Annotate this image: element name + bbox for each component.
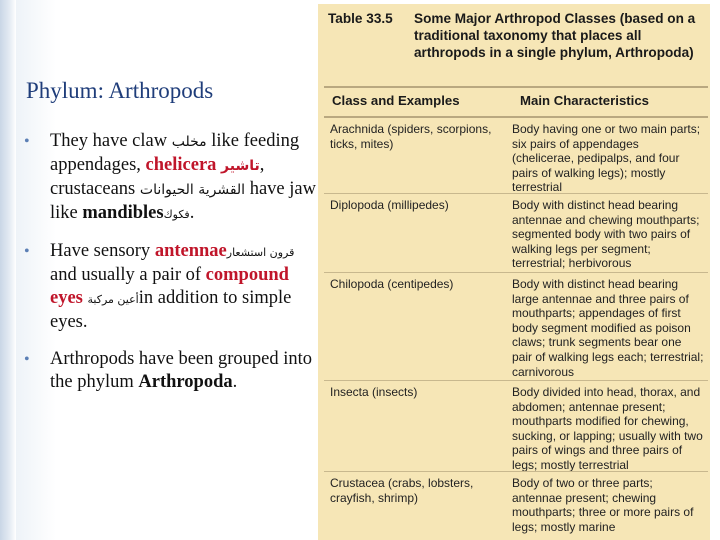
arabic-gloss: أعين مركبة [87,293,139,306]
arabic-gloss: فكوك [163,208,190,221]
table-header-rule [324,116,708,118]
characteristics-cell: Body with distinct head bearing antennae and chewing mouthparts; segmented body with two pairs of walking legs per segment; terrestrial; herbivorous [512,198,700,271]
row-divider [324,380,708,381]
left-accent-stripe [0,0,16,540]
class-cell: Crustacea (crabs, lobsters, crayfish, shrimp) [330,476,474,505]
class-cell: Arachnida (spiders, scorpions, ticks, mites) [330,122,492,151]
column-header-characteristics: Main Characteristics [520,93,649,108]
table-number: Table 33.5 [328,11,393,26]
class-cell: Chilopoda (centipedes) [330,277,454,291]
term-antennae: antennae [154,241,227,261]
bullet-dot-icon: • [24,133,30,150]
arthropod-classes-table [318,4,710,540]
bullet-list [22,130,317,408]
arabic-gloss: قرون استشعار [226,246,295,259]
term-mandibles: mandibles [82,203,164,223]
table-top-rule [324,86,708,88]
term-chelicera: chelicera [145,155,217,175]
class-cell: Diplopoda (millipedes) [330,198,449,212]
bullet-appendages: • They have claw مخلب like feeding appendages, chelicera تاشير, crustaceans القشرية الحيوانات have jaw like mandiblesفكوك. [24,131,316,223]
row-divider [324,471,708,472]
slide-title: Phylum: Arthropods [26,78,214,103]
arabic-gloss: تاشير [221,158,260,174]
term-arthropoda: Arthropoda [138,372,233,392]
arabic-gloss: القشرية الحيوانات [139,182,246,198]
bullet-dot-icon: • [24,243,30,260]
row-divider [324,272,708,273]
characteristics-cell: Body divided into head, thorax, and abdomen; antennae present; mouthparts modified for chewing, sucking, or lapping; usually with two pairs of wings and three pairs of legs; mostly terrestrial [512,385,703,472]
row-divider [324,193,708,194]
class-cell: Insecta (insects) [330,385,418,399]
table-caption-text: Some Major Arthropod Classes (based on a traditional taxonomy that places all arthropods in a single phylum, Arthropoda) [414,11,696,60]
bullet-dot-icon: • [24,351,30,368]
column-header-class: Class and Examples [332,93,460,108]
characteristics-cell: Body having one or two main parts; six pairs of appendages (chelicerae, pedipalps, and four pairs of walking legs); mostly terrestrial [512,122,701,195]
term-compound-eyes: compound eyes [50,265,289,308]
bullet-sensory: • Have sensory antennaeقرون استشعار and usually a pair of compound eyes أعين مركبةin addition to simple eyes. [24,241,295,332]
arabic-gloss: مخلب [171,134,207,150]
characteristics-cell: Body with distinct head bearing large antennae and three pairs of mouthparts; appendages of first body segment modified as poison claws; trunk segments bear one pair of walking legs each; terrestrial; carnivorous [512,277,704,379]
characteristics-cell: Body of two or three parts; antennae present; chewing mouthparts; three or more pairs of legs; mostly marine [512,476,694,534]
bullet-phylum: • Arthropods have been grouped into the phylum Arthropoda. [24,349,313,392]
